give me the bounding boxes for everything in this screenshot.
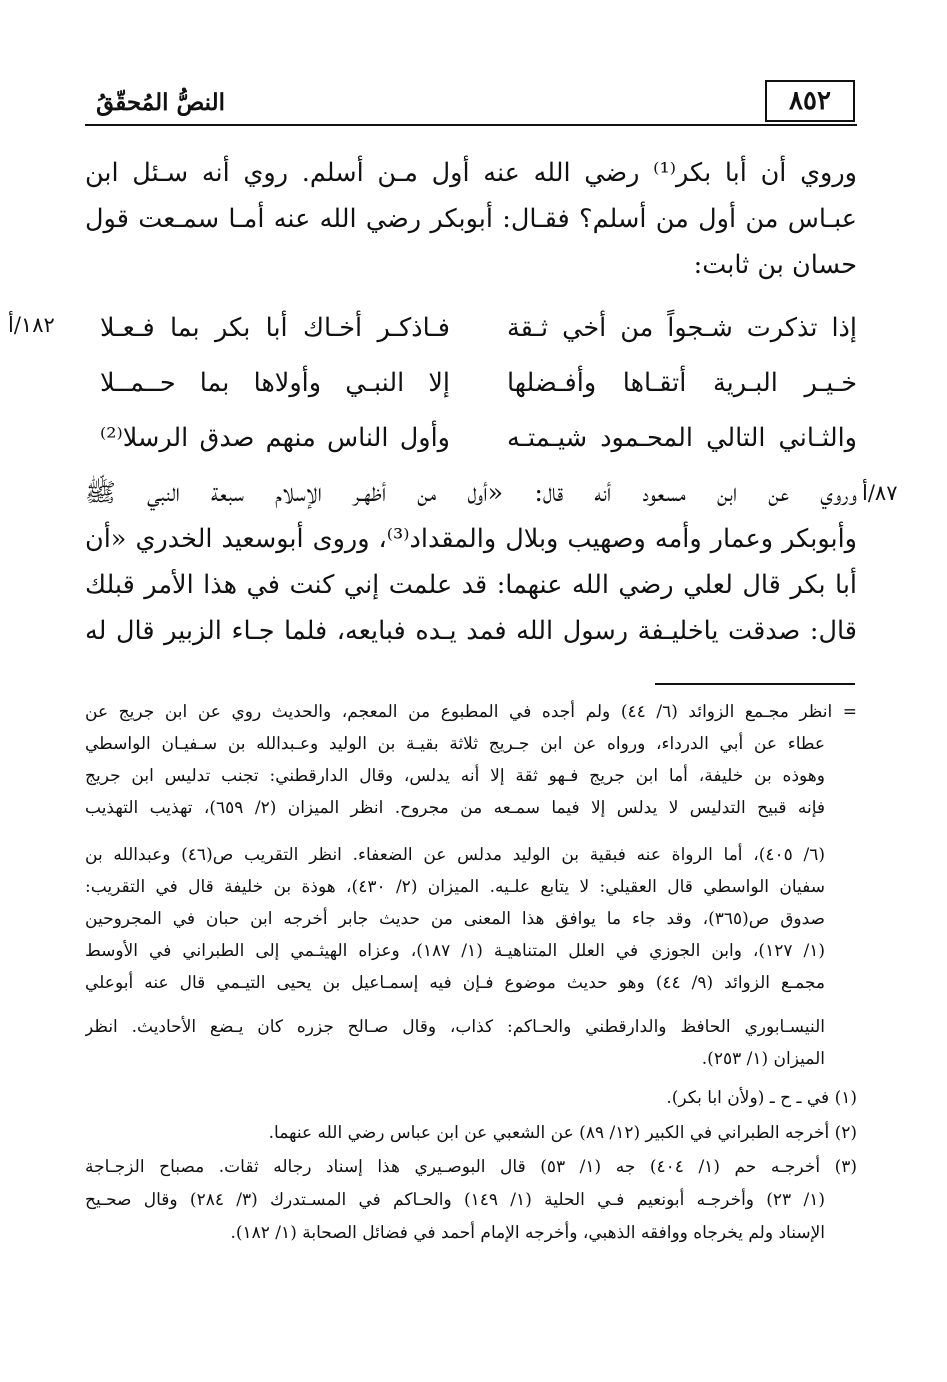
footnote-line: النيسـابوري الحافظ والدارقطني والحـاكم: كذاب، وقال صـالح جزره كان يـضع الأحاديث. انظر xyxy=(85,1017,825,1037)
verse-first-hemistich: والثـاني التالي المحـمود شيـمتـه xyxy=(507,423,857,453)
footnote-line: = انظر مجـمع الزوائد (٦/ ٤٤) ولم أجده في المطبوع من المعجم، والحديث روي عن ابن جريج عن xyxy=(85,702,857,722)
main-text-line: أبا بكر قال لعلي رضي الله عنهما: قد علمت إني كنت في هذا الأمر قبلك xyxy=(85,570,857,600)
footnote-line: وهوذه بن خليفة، أما ابن جريج فـهو ثقة إلا أنه يدلس، وقال الدارقطني: تجنب تدليس ابن جريج xyxy=(85,766,825,786)
verse-first-hemistich: خـيـر البـرية أتقـاها وأفـضلها xyxy=(507,368,857,398)
main-text-line: وروي عن ابن مسعود أنه قال: «أول من أظهـر الإسلام سبعة النبي ﷺ xyxy=(85,478,857,508)
footnote-line: (٦/ ٤٠٥)، أما الرواة عنه فبقية بن الوليد مدلس عن الضعفاء. انظر التقريب ص(٤٦) وعبدالله بن xyxy=(85,845,825,865)
footnote-line: فإنه قبيح التدليس لا يدلس إلا فيما سمـعه من مجروح. انظر الميزان (٢/ ٦٥٩)، تهذيب التهذيب xyxy=(85,798,825,818)
footnote-3: (٣) أخرجـه حم (١/ ٤٠٤) جه (١/ ٥٣) قال البوصـيري هذا إسناد رجاله ثقات. مصباح الزجـاجة xyxy=(85,1157,857,1177)
poem-verse xyxy=(85,415,857,461)
footnote-line: مجمـع الزوائد (٩/ ٤٤) وهو حديث موضوع فـإن فيه إسمـاعيل بن يحيى التيـمي قال عنه أبوعلي xyxy=(85,973,825,993)
margin-folio-note: ١٨٢/أ xyxy=(8,313,55,337)
running-title: النصُّ المُحقّقُ xyxy=(96,88,225,116)
page-number: ٨٥٢ xyxy=(765,80,855,122)
main-text-line: وروي أن أبا بكر⁽¹⁾ رضي الله عنه أول مـن أسلم. روي أنه سـئل ابن xyxy=(85,158,857,188)
footnote-line: عطاء عن أبي الدرداء، ورواه عن ابن جـريج ثلاثة بقيـة بن الوليد وعـبدالله بن سـفيـان الواسطي xyxy=(85,734,825,754)
footnote-separator xyxy=(655,683,855,685)
footnote-line: (١/ ١٢٧)، وابن الجوزي في العلل المتناهيـة (١/ ١٨٧)، وعزاه الهيثـمي إلى الطبراني في الأوسط xyxy=(85,941,825,961)
main-text-line: حسان بن ثابت: xyxy=(693,250,857,280)
main-text-line: قال: صدقت ياخليـفة رسول الله فمد يـده فبايعه، فلما جـاء الزبير قال له xyxy=(85,616,857,646)
main-text-line: عبـاس من أول من أسلم؟ فقـال: أبوبكر رضي الله عنه أمـا سمـعت قول xyxy=(85,204,857,234)
footnote-2: (٢) أخرجه الطبراني في الكبير (١٢/ ٨٩) عن الشعبي عن ابن عباس رضي الله عنهما. xyxy=(268,1123,857,1143)
footnote-line: سفيان الواسطي قال العقيلي: لا يتابع علـيه. الميزان (٢/ ٤٣٠)، هوذة بن خليفة قال في التقريب: xyxy=(85,877,825,897)
header-rule xyxy=(85,124,857,126)
poem-verse xyxy=(85,360,857,406)
footnote-line: صدوق ص(٣٦٥)، وقد جاء ما يوافق هذا المعنى من حديث جابر أخرجه ابن حبان في المجروحين xyxy=(85,909,825,929)
footnote-1: (١) في ـ ح ـ (ولأن ابا بكر). xyxy=(666,1088,857,1108)
main-text-line: وأبوبكر وعمار وأمه وصهيب وبلال والمقداد⁽³⁾، وروى أبوسعيد الخدري «أن xyxy=(85,524,857,554)
poem-verse xyxy=(85,305,857,351)
verse-second-hemistich: وأول الناس منهم صدق الرسلا⁽²⁾ xyxy=(100,423,450,453)
margin-folio-note: ٨٧/أ xyxy=(862,481,898,505)
footnote-line: الميزان (١/ ٢٥٣). xyxy=(701,1049,825,1069)
footnote-3-line: الإسناد ولم يخرجاه ووافقه الذهبي، وأخرجه الإمام أحمد في فضائل الصحابة (١/ ١٨٢). xyxy=(230,1223,825,1243)
footnote-3-line: (١/ ٢٣) وأخرجـه أبونعيم فـي الحلية (١/ ١٤٩) والحـاكم في المسـتدرك (٣/ ٢٨٤) وقال صحـيح xyxy=(85,1190,825,1210)
verse-second-hemistich: إلا النبـي وأولاها بما حــمــلا xyxy=(100,368,450,398)
verse-second-hemistich: فـاذكـر أخـاك أبا بكر بما فـعـلا xyxy=(100,313,450,343)
verse-first-hemistich: إذا تذكرت شـجواً من أخي ثـقة xyxy=(507,313,857,343)
